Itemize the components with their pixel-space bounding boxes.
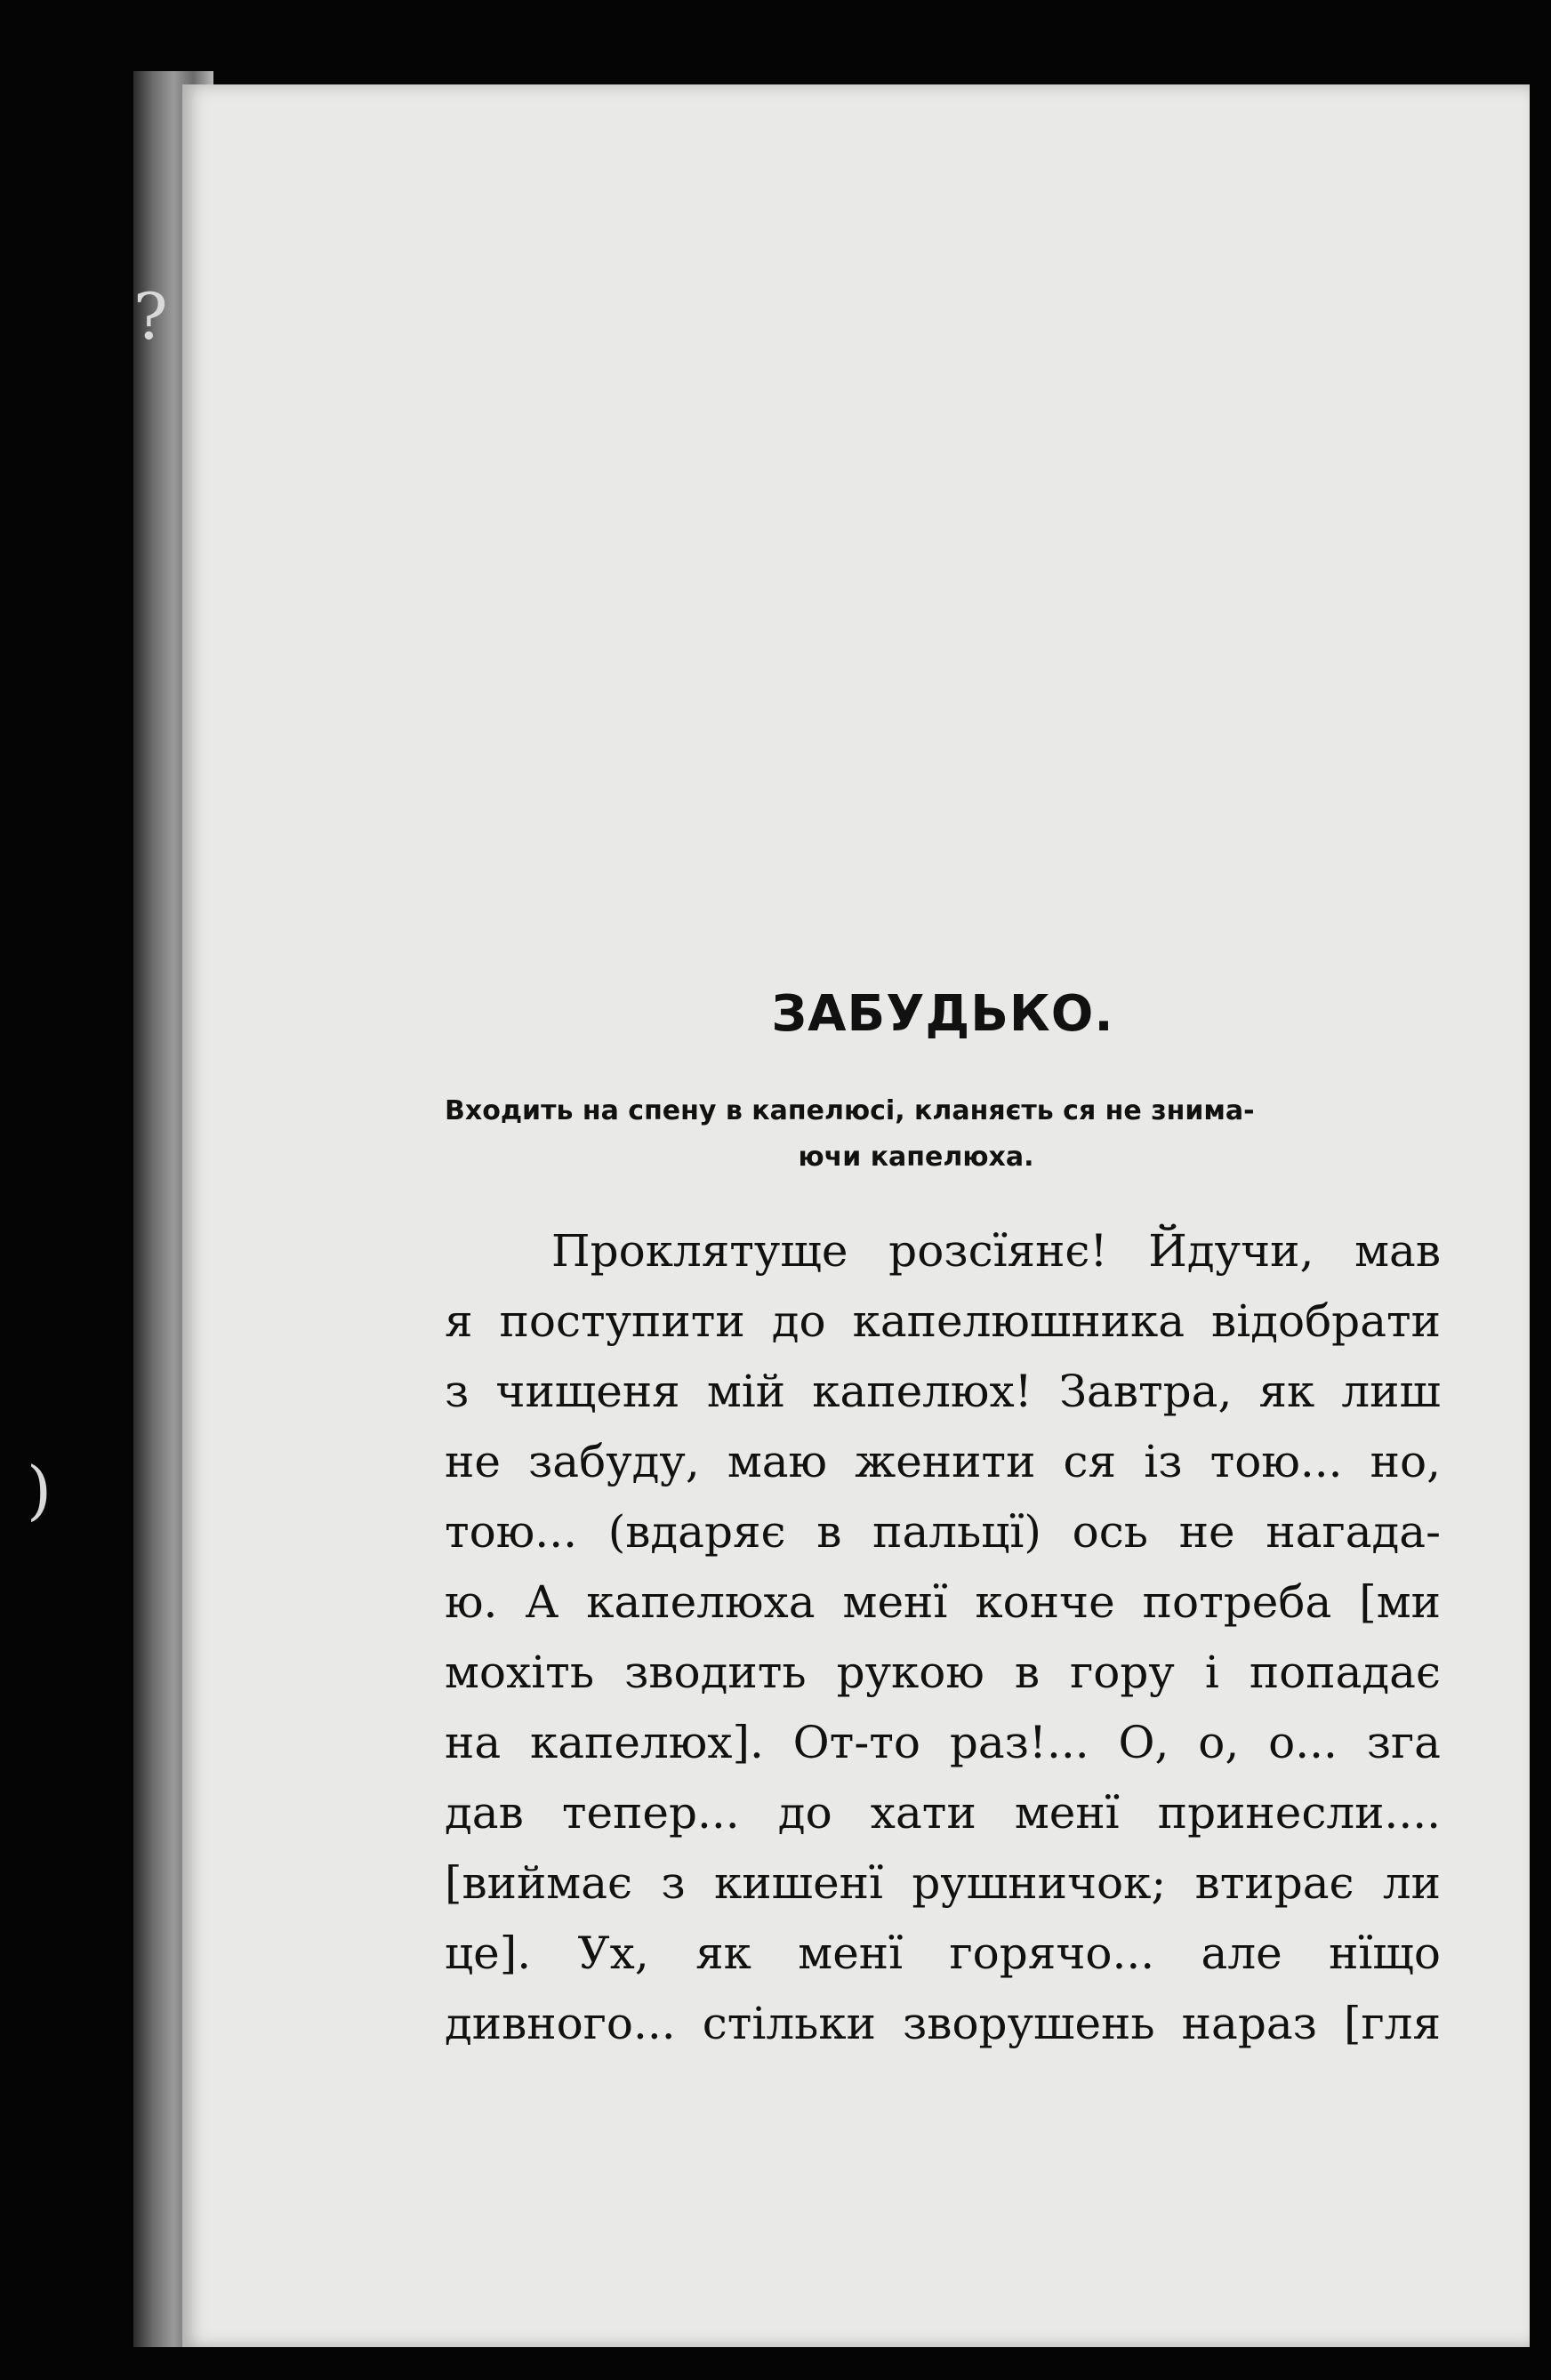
text-line: мохіть зводить рукою в гору і попадає — [445, 1646, 1441, 1698]
play-title: ЗАБУДЬКО. — [771, 985, 1114, 1043]
stage-direction — [445, 1088, 1441, 1181]
text-line: дав тепер... до хати менї принесли.... — [445, 1786, 1441, 1839]
text-line: ю. А капелюха менї конче потреба [ми — [445, 1575, 1441, 1628]
text-line: я поступити до капелюшника відобрати — [445, 1294, 1441, 1347]
text-line: дивного... стільки зворушень нараз [гля — [445, 1997, 1441, 2049]
text-line: Проклятуще розсїянє! Йдучи, мав — [551, 1224, 1441, 1277]
text-line: на капелюх]. От-то раз!... О, о, о... зга — [445, 1716, 1441, 1768]
text-line: не забуду, маю женити ся із тою... но, — [445, 1435, 1441, 1487]
text-line: [виймає з кишенї рушничок; втирає ли — [445, 1856, 1441, 1909]
text-line: це]. Ух, як менї горячо... але нїщо — [445, 1927, 1441, 1979]
page-content — [445, 987, 1441, 2059]
text-line: з чищеня мій капелюх! Завтра, як лиш — [445, 1365, 1441, 1417]
margin-mark: ) — [27, 1453, 52, 1527]
text-line: тою... (вдаряє в пальцї) ось не нагада- — [445, 1505, 1441, 1558]
stage-direction-line: Входить на спену в капелюсі, кланяєть ся не знима- — [445, 1094, 1255, 1126]
margin-mark: ? — [133, 279, 168, 354]
monologue-text — [445, 1216, 1441, 2059]
stage-direction-line: ючи капелюха. — [798, 1141, 1034, 1173]
